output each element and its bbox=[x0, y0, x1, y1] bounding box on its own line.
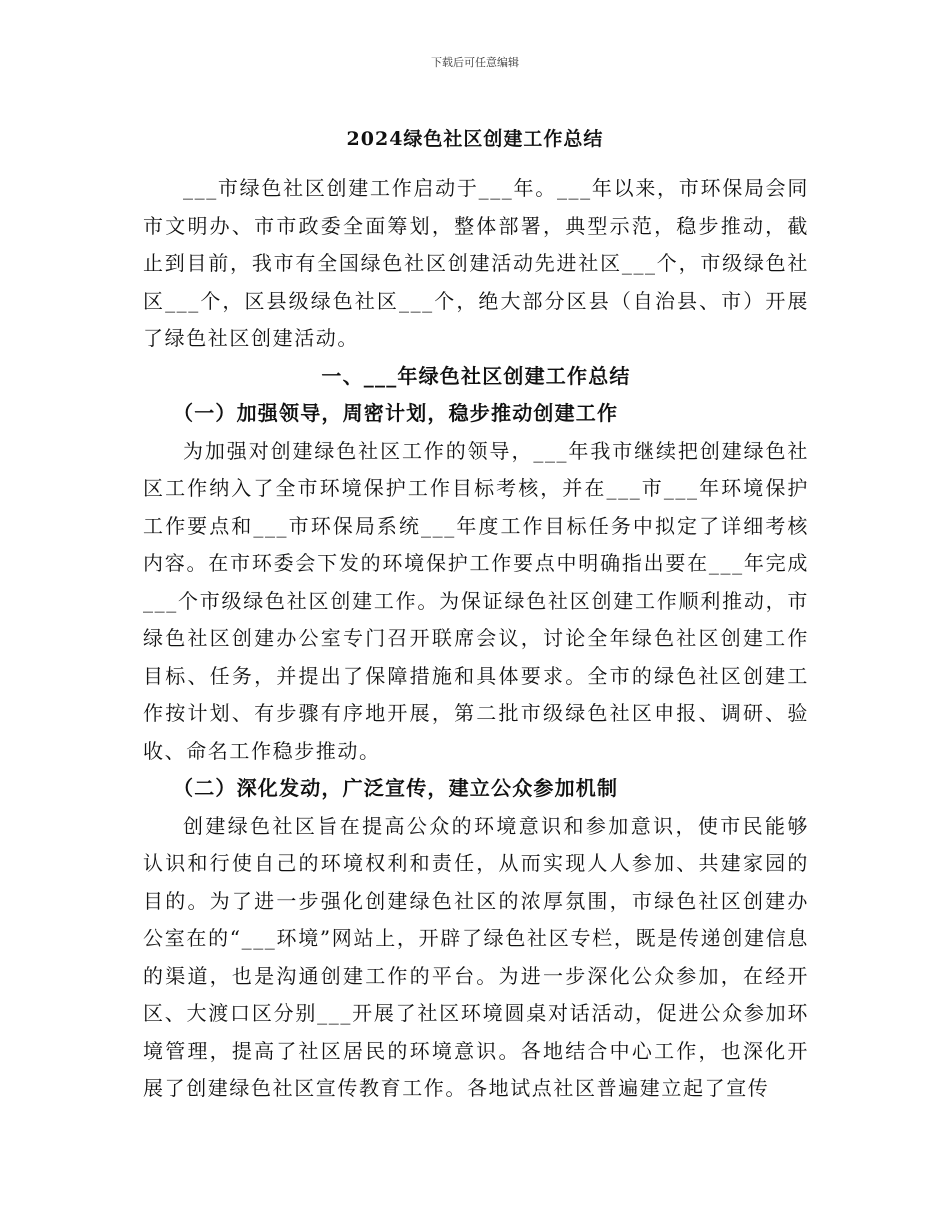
header-note: 下载后可任意编辑 bbox=[431, 56, 519, 69]
sub-heading-2: （二）深化发动，广泛宣传，建立公众参加机制 bbox=[173, 776, 619, 800]
intro-paragraph: ___市绿色社区创建工作启动于___年。___年以来，市环保局会同市文明办、市市政委全面筹划，整体部署，典型示范，稳步推动，截止到目前，我市有全国绿色社区创建活动先进社区___个，市级绿色社区___个，区县级绿色社区___个，绝大部分区县（自治县、市）开展了绿色社区创建活动。 bbox=[143, 176, 809, 350]
document-body bbox=[143, 170, 809, 1108]
section-heading-1: 一、___年绿色社区创建工作总结 bbox=[321, 363, 631, 388]
sub-heading-1: （一）加强领导，周密计划，稳步推动创建工作 bbox=[173, 401, 619, 425]
document-title: 2024绿色社区创建工作总结 bbox=[346, 128, 604, 150]
sub2-paragraph: 创建绿色社区旨在提高公众的环境意识和参加意识，使市民能够认识和行使自己的环境权利和责任，从而实现人人参加、共建家园的目的。为了进一步强化创建绿色社区的浓厚氛围，市绿色社区创建办公室在的“___环境”网站上，开辟了绿色社区专栏，既是传递创建信息的渠道，也是沟通创建工作的平台。为进一步深化公众参加，在经开区、大渡口区分别___开展了社区环境圆桌对话活动，促进公众参加环境管理，提高了社区居民的环境意识。各地结合中心工作，也深化开展了创建绿色社区宣传教育工作。各地试点社区普遍建立起了宣传 bbox=[143, 813, 809, 1100]
sub1-paragraph: 为加强对创建绿色社区工作的领导，___年我市继续把创建绿色社区工作纳入了全市环境保护工作目标考核，并在___市___年环境保护工作要点和___市环保局系统___年度工作目标任务中拟定了详细考核内容。在市环委会下发的环境保护工作要点中明确指出要在___年完成___个市级绿色社区创建工作。为保证绿色社区创建工作顺利推动，市绿色社区创建办公室专门召开联席会议，讨论全年绿色社区创建工作目标、任务，并提出了保障措施和具体要求。全市的绿色社区创建工作按计划、有步骤有序地开展，第二批市级绿色社区申报、调研、验收、命名工作稳步推动。 bbox=[143, 438, 809, 763]
